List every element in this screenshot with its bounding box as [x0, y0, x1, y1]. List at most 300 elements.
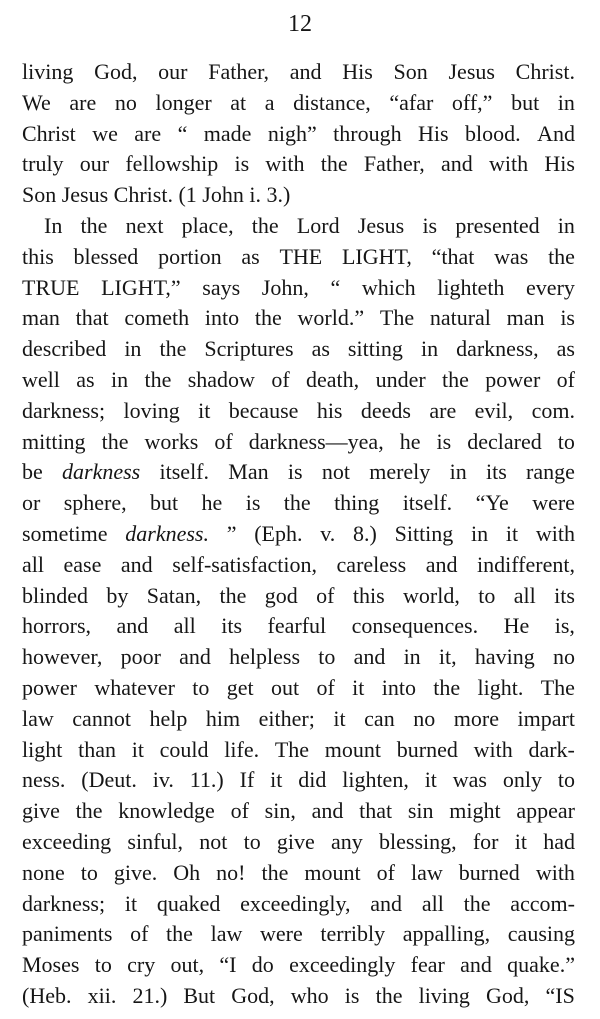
word: law — [410, 859, 443, 885]
word: with — [265, 151, 305, 177]
word: had — [543, 828, 575, 854]
word: the — [442, 366, 469, 392]
word: into — [381, 674, 416, 700]
word: world, — [403, 582, 460, 608]
word: of — [376, 859, 395, 885]
word: self-satisfaction, — [172, 551, 318, 577]
word: the — [548, 243, 575, 269]
word: in — [110, 366, 129, 392]
text-line — [22, 303, 575, 334]
word: with — [535, 520, 575, 546]
word: our — [79, 151, 110, 177]
text-line — [22, 581, 575, 612]
word: living — [418, 982, 470, 1008]
text-line — [22, 611, 575, 642]
word: consequences. — [351, 613, 479, 639]
word: The — [379, 305, 415, 331]
word: is — [560, 305, 575, 331]
word: darkness; — [22, 890, 106, 916]
word: however, — [22, 644, 103, 670]
word: portion — [158, 243, 222, 269]
word: is — [422, 212, 438, 238]
word: it, — [438, 644, 457, 670]
word: it — [352, 674, 365, 700]
word: the — [433, 674, 461, 700]
word: Jesus — [448, 59, 495, 84]
word: Satan, — [146, 582, 202, 608]
word: in — [471, 520, 489, 546]
text-line — [22, 889, 575, 920]
word: into — [204, 305, 240, 331]
word: all — [173, 613, 196, 639]
word: v. — [320, 520, 336, 546]
text-line — [22, 57, 575, 88]
word: ness. — [22, 767, 66, 793]
word: in — [557, 212, 575, 238]
word: Moses — [22, 952, 80, 978]
word: cometh — [124, 305, 190, 331]
word: give. — [113, 859, 158, 885]
word: the — [320, 151, 348, 177]
word: causing — [507, 921, 575, 947]
word: Father, — [208, 59, 270, 84]
word: god — [264, 582, 298, 608]
word: longer — [155, 89, 212, 115]
word: shadow — [187, 366, 255, 392]
word: him — [205, 705, 241, 731]
text-line — [22, 488, 575, 519]
word: sin — [407, 798, 434, 824]
word: than — [78, 736, 116, 762]
word: the — [75, 798, 103, 824]
word: are — [134, 120, 162, 146]
word: of — [556, 366, 575, 392]
word: and — [179, 644, 211, 670]
word: burned — [458, 859, 520, 885]
word: The — [274, 736, 310, 762]
word: com. — [531, 397, 575, 423]
word: God, — [231, 982, 275, 1008]
word: are — [69, 89, 97, 115]
word: for — [472, 828, 499, 854]
word: merely — [369, 459, 431, 485]
word: in — [403, 644, 421, 670]
word: power — [485, 366, 541, 392]
word: it — [124, 890, 138, 916]
word: Christ. — [515, 59, 575, 84]
word: and — [120, 551, 153, 577]
word: of — [316, 674, 335, 700]
word: the — [463, 890, 491, 916]
word: the — [80, 212, 108, 238]
word: LIGHT,” — [101, 274, 181, 300]
page-number: 12 — [288, 11, 312, 37]
word: it — [514, 828, 527, 854]
word: sphere, — [63, 490, 127, 516]
word: in — [449, 459, 467, 485]
word: (Deut. — [81, 767, 137, 793]
text-line — [22, 365, 575, 396]
word: horrors, — [22, 613, 92, 639]
word: distance, — [293, 89, 371, 115]
word: Scriptures — [204, 336, 294, 362]
word: Son — [393, 59, 428, 84]
word: this — [22, 243, 54, 269]
word: the — [375, 982, 403, 1008]
word: knowledge — [118, 798, 215, 824]
word: with — [535, 859, 575, 885]
word: and — [370, 890, 403, 916]
word: Jesus — [357, 212, 405, 238]
word: to — [557, 428, 575, 454]
word: declared — [467, 428, 542, 454]
text-line — [22, 334, 575, 365]
word: accom- — [510, 890, 575, 916]
word: sinful, — [127, 828, 184, 854]
word: not — [321, 459, 350, 485]
word: impart — [517, 705, 575, 731]
word: it — [505, 520, 519, 546]
word: man — [22, 305, 60, 331]
word: could — [159, 736, 209, 762]
word: power — [22, 674, 77, 700]
word: law — [210, 921, 243, 947]
word: the — [251, 212, 279, 238]
word: and — [289, 59, 322, 84]
word: but — [150, 490, 179, 516]
word: and — [440, 151, 473, 177]
word: In — [44, 212, 63, 238]
word: its — [554, 582, 575, 608]
word: burned — [396, 736, 458, 762]
word: And — [537, 120, 575, 146]
text-line — [22, 396, 575, 427]
word: says — [202, 274, 241, 300]
word: give — [276, 828, 315, 854]
word: of — [271, 366, 290, 392]
word: (Heb. — [22, 982, 72, 1008]
word: natural — [429, 305, 491, 331]
word: of — [230, 798, 249, 824]
word: give — [22, 798, 60, 824]
word: Oh — [173, 859, 201, 885]
word: iv. — [152, 767, 174, 793]
text-line — [22, 704, 575, 735]
word: be — [22, 459, 43, 485]
word: either; — [258, 705, 315, 731]
italic-word: darkness. — [125, 520, 209, 546]
word: paniments — [22, 921, 113, 947]
word: can — [364, 705, 395, 731]
word: which — [361, 274, 416, 300]
word: appalling, — [402, 921, 491, 947]
word: to — [94, 952, 112, 978]
word: the — [166, 921, 193, 947]
word: range — [526, 459, 575, 485]
word: blinded — [22, 582, 88, 608]
word: a — [264, 89, 275, 115]
word: it — [424, 767, 437, 793]
word: the — [283, 490, 311, 516]
word: it — [131, 736, 144, 762]
word: to — [478, 582, 496, 608]
word: to — [557, 767, 575, 793]
word: man — [506, 305, 545, 331]
word: that — [359, 798, 393, 824]
text-line — [22, 673, 575, 704]
text-line — [22, 273, 575, 304]
text-line — [22, 981, 575, 1012]
word: fearful — [267, 613, 327, 639]
word: is, — [554, 613, 575, 639]
word: exceeding — [22, 828, 112, 854]
word: He — [503, 613, 530, 639]
word: well — [22, 366, 60, 392]
word: are — [429, 397, 457, 423]
word: of — [316, 582, 335, 608]
word: darkness; — [22, 397, 106, 423]
word: every — [526, 274, 575, 300]
word: of — [214, 428, 233, 454]
word: “ — [330, 274, 341, 300]
word: with — [488, 151, 529, 177]
text-line — [22, 796, 575, 827]
word: no — [552, 644, 575, 670]
word: was — [494, 243, 529, 269]
word: its — [221, 613, 243, 639]
word: “I — [219, 952, 237, 978]
italic-word: darkness — [62, 459, 141, 485]
word: His — [418, 120, 449, 146]
word: the — [219, 582, 247, 608]
word: lighteth — [437, 274, 505, 300]
word: helpless — [229, 644, 301, 670]
word: darkness, — [456, 336, 539, 362]
text-line — [22, 180, 575, 211]
body-text — [22, 57, 575, 1012]
word: His — [544, 151, 575, 177]
word: as — [241, 243, 260, 269]
text-line — [22, 858, 575, 889]
word: is — [234, 151, 250, 177]
word: But — [183, 982, 216, 1008]
word: itself. — [402, 490, 453, 516]
word: works — [144, 428, 199, 454]
word: sitting — [347, 336, 403, 362]
word: only — [502, 767, 542, 793]
word: it — [270, 767, 283, 793]
word: out, — [170, 952, 205, 978]
word: truly — [22, 151, 64, 177]
word: the — [101, 428, 129, 454]
text-line — [22, 242, 575, 273]
word: because — [228, 397, 299, 423]
text-line — [22, 427, 575, 458]
word: exceedingly — [289, 952, 396, 978]
text-line — [22, 211, 575, 242]
word: TRUE — [22, 274, 80, 300]
word: Lord — [296, 212, 340, 238]
word: to — [192, 674, 210, 700]
word: lighten, — [342, 767, 409, 793]
word: and — [353, 644, 386, 670]
word: were — [532, 490, 575, 516]
word: at — [230, 89, 247, 115]
word: If — [239, 767, 255, 793]
word: having — [474, 644, 535, 670]
word: the — [261, 859, 289, 885]
word: law — [22, 705, 54, 731]
word: as — [556, 336, 575, 362]
word: We — [22, 89, 51, 115]
word: fear — [410, 952, 445, 978]
word: blessing, — [379, 828, 457, 854]
word: terribly — [320, 921, 386, 947]
word: the — [254, 305, 282, 331]
word: darkness—yea, — [248, 428, 384, 454]
word: cry — [127, 952, 156, 978]
word: deeds — [360, 397, 411, 423]
word: of — [130, 921, 149, 947]
word: careless — [336, 551, 407, 577]
word: off,” — [451, 89, 493, 115]
word: were — [259, 921, 303, 947]
word: in — [124, 336, 142, 362]
word: world.” — [297, 305, 365, 331]
word: help — [149, 705, 188, 731]
word: he — [399, 428, 421, 454]
word: ” — [226, 520, 237, 546]
word: next — [125, 212, 164, 238]
word: God, — [94, 59, 138, 84]
word: made — [203, 120, 252, 146]
word: as — [76, 366, 95, 392]
word: is — [344, 982, 360, 1008]
word: The — [540, 674, 575, 700]
word: nigh” — [267, 120, 317, 146]
word: did — [298, 767, 327, 793]
word: “afar — [389, 89, 434, 115]
word: this — [352, 582, 385, 608]
word: to — [80, 859, 98, 885]
word: Man — [228, 459, 269, 485]
text-line — [22, 642, 575, 673]
word: through — [333, 120, 402, 146]
text-line — [22, 950, 575, 981]
word: “ — [177, 120, 188, 146]
word: not — [199, 828, 228, 854]
word: living — [22, 59, 74, 84]
word: blessed — [73, 243, 139, 269]
word: its — [485, 459, 507, 485]
word: fellowship — [125, 151, 219, 177]
word: presented — [455, 212, 540, 238]
word: that — [75, 305, 109, 331]
word: is — [436, 428, 452, 454]
word: evil, — [474, 397, 514, 423]
word: sin, — [264, 798, 296, 824]
word: with — [473, 736, 513, 762]
text-line — [22, 919, 575, 950]
word: appear — [516, 798, 575, 824]
word: sometime — [22, 520, 108, 546]
text-line — [22, 735, 575, 766]
text-line — [22, 827, 575, 858]
word: light. — [477, 674, 524, 700]
word: 21.) — [132, 982, 168, 1008]
word: thing — [334, 490, 380, 516]
word: to — [318, 644, 336, 670]
word: was — [452, 767, 487, 793]
word: cannot — [72, 705, 131, 731]
word: mitting — [22, 428, 86, 454]
word: and — [311, 798, 344, 824]
word: his — [316, 397, 343, 423]
word: ease — [63, 551, 102, 577]
word: no — [114, 89, 137, 115]
word: loving — [123, 397, 180, 423]
word: place, — [181, 212, 234, 238]
word: or — [22, 490, 41, 516]
text-line — [22, 457, 575, 488]
word: THE — [279, 243, 323, 269]
word: any — [331, 828, 363, 854]
word: poor — [120, 644, 161, 670]
word: do — [251, 952, 274, 978]
word: all — [421, 890, 444, 916]
text-line — [22, 119, 575, 150]
word: our — [158, 59, 188, 84]
word: indifferent, — [477, 551, 575, 577]
text-line — [22, 88, 575, 119]
word: it — [333, 705, 346, 731]
word: LIGHT, — [341, 243, 412, 269]
word: exceedingly, — [240, 890, 351, 916]
word: but — [511, 89, 540, 115]
word: Father, — [363, 151, 425, 177]
word: (Eph. — [254, 520, 303, 546]
word: light — [22, 736, 63, 762]
word: “that — [431, 243, 475, 269]
word: His — [342, 59, 373, 84]
word: itself. — [159, 459, 210, 485]
text-line — [22, 149, 575, 180]
word: described — [22, 336, 107, 362]
word: in — [420, 336, 439, 362]
word: more — [453, 705, 499, 731]
word: death, — [306, 366, 360, 392]
word: life. — [224, 736, 260, 762]
word: 11.) — [189, 767, 224, 793]
line-text: Son Jesus Christ. (1 John i. 3.) — [22, 182, 291, 208]
word: under — [375, 366, 426, 392]
word: no! — [216, 859, 246, 885]
word: Christ — [22, 120, 76, 146]
word: and — [116, 613, 149, 639]
word: 8.) — [353, 520, 377, 546]
text-line — [22, 519, 575, 550]
word: in — [557, 89, 575, 115]
text-line — [22, 550, 575, 581]
word: John, — [261, 274, 309, 300]
word: blood. — [465, 120, 521, 146]
word: the — [144, 366, 172, 392]
word: we — [92, 120, 118, 146]
word: mount — [304, 859, 361, 885]
word: is — [245, 490, 261, 516]
word: out — [271, 674, 300, 700]
word: who — [290, 982, 329, 1008]
